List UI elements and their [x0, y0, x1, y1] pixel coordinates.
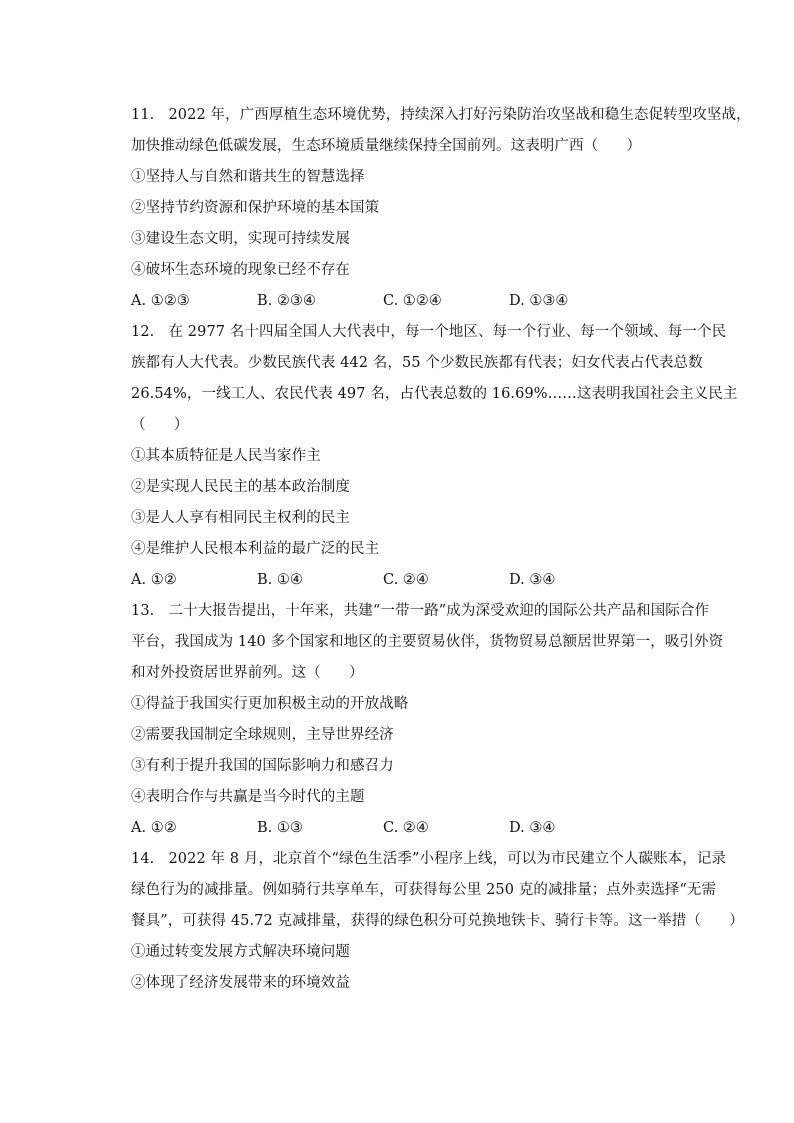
answer-choice-b: B. ①④ — [257, 572, 303, 588]
question-stem-line: 餐具”，可获得 45.72 克减排量，获得的绿色积分可兑换地铁卡、骑行卡等。这一举措（ ） — [131, 913, 744, 929]
option-item: ②体现了经济发展带来的环境效益 — [131, 975, 350, 991]
option-item: ②是实现人民民主的基本政治制度 — [131, 479, 350, 495]
question-13 — [131, 596, 724, 844]
option-item: ④破坏生态环境的现象已经不存在 — [131, 262, 350, 278]
answer-choices — [131, 565, 691, 596]
answer-choice-d: D. ①③④ — [509, 293, 569, 309]
answer-choice-c: C. ②④ — [383, 572, 429, 588]
answer-choice-d: D. ③④ — [509, 820, 556, 836]
answer-choice-c: C. ②④ — [383, 820, 429, 836]
answer-choice-a: A. ①② — [131, 572, 177, 588]
option-item: ②需要我国制定全球规则，主导世界经济 — [131, 727, 394, 743]
document-page — [131, 100, 751, 999]
question-stem-line: 12. 在 2977 名十四届全国人大代表中，每一个地区、每一个行业、每一个领域、每一个民 — [131, 324, 727, 340]
option-item: ①坚持人与自然和谐共生的智慧选择 — [131, 169, 365, 185]
question-12 — [131, 317, 738, 596]
answer-choice-a: A. ①②③ — [131, 293, 190, 309]
option-item: ①通过转变发展方式解决环境问题 — [131, 944, 350, 960]
option-item: ③建设生态文明，实现可持续发展 — [131, 231, 350, 247]
option-item: ②坚持节约资源和保护环境的基本国策 — [131, 200, 380, 216]
option-item: ④表明合作与共赢是当今时代的主题 — [131, 789, 365, 805]
question-stem-line: 加快推动绿色低碳发展，生态环境质量继续保持全国前列。这表明广西（ ） — [131, 138, 642, 154]
answer-choice-b: B. ②③④ — [257, 293, 316, 309]
answer-choices — [131, 286, 691, 317]
question-11 — [131, 100, 751, 317]
question-14 — [131, 844, 744, 999]
question-stem-line: 14. 2022 年 8 月，北京首个“绿色生活季”小程序上线，可以为市民建立个人碳账本，记录 — [131, 851, 727, 867]
question-stem-line: 和对外投资居世界前列。这（ ） — [131, 665, 364, 681]
question-stem-line: 平台，我国成为 140 多个国家和地区的主要贸易伙伴，货物贸易总额居世界第一，吸引外资 — [131, 634, 724, 650]
option-item: ①其本质特征是人民当家作主 — [131, 448, 321, 464]
question-stem-line: 族都有人大代表。少数民族代表 442 名，55 个少数民族都有代表；妇女代表占代表总数 — [131, 355, 703, 371]
answer-choice-b: B. ①③ — [257, 820, 303, 836]
option-item: ③是人人享有相同民主权利的民主 — [131, 510, 350, 526]
question-stem-line: 11. 2022 年，广西厚植生态环境优势，持续深入打好污染防治攻坚战和稳生态促转型攻坚战， — [131, 107, 751, 123]
option-item: ④是维护人民根本利益的最广泛的民主 — [131, 541, 380, 557]
question-stem-line: 绿色行为的减排量。例如骑行共享单车，可获得每公里 250 克的减排量；点外卖选择“无需 — [131, 882, 717, 898]
answer-choice-c: C. ①②④ — [383, 293, 442, 309]
answer-choice-d: D. ③④ — [509, 572, 556, 588]
option-item: ③有利于提升我国的国际影响力和感召力 — [131, 758, 394, 774]
question-stem-line: 13. 二十大报告提出，十年来，共建“一带一路”成为深受欢迎的国际公共产品和国际合作 — [131, 603, 710, 619]
answer-choices — [131, 813, 691, 844]
answer-choice-a: A. ①② — [131, 820, 177, 836]
question-stem-line: （ ） — [131, 417, 189, 433]
option-item: ①得益于我国实行更加积极主动的开放战略 — [131, 696, 409, 712]
question-stem-line: 26.54%，一线工人、农民代表 497 名，占代表总数的 16.69%……这表明我国社会主义民主 — [131, 386, 738, 402]
